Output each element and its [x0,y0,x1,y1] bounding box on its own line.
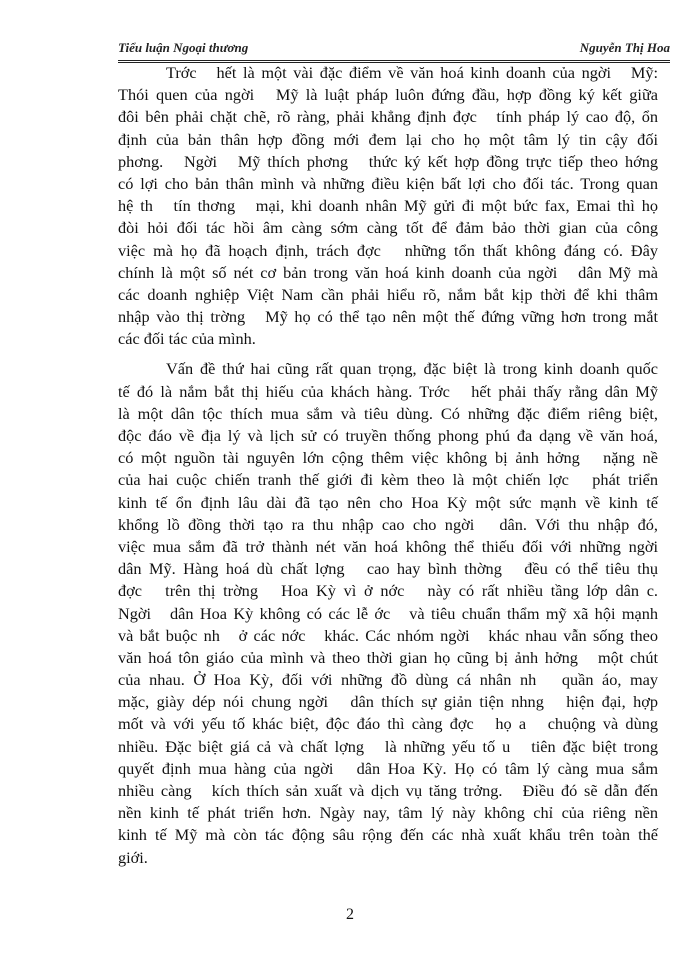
text-line: Trớc hết là một vài đặc điểm về văn hoá kinh doanh của ngời Mỹ: [166,63,658,82]
text-line: phơng. Ngời Mỹ thích phơng thức ký kết hợp đồng trực tiếp theo hớng [118,151,658,171]
text-line: đôi bên phải chặt chẽ, rõ ràng, phải khẳng định đợc tính pháp lý cao độ, ổn [118,107,658,127]
header-author: Nguyễn Thị Hoa [579,40,670,55]
text-line: của hai cuộc chiến tranh thế giới đi kèm theo là một chiến lợc phát triển [118,470,658,490]
text-line: có một nguồn tài nguyên lớn cộng thêm việc không bị ảnh hởng nặng nề [118,448,658,468]
text-line: dân Mỹ. Hàng hoá dù chất lợng cao hay bình thờng đều có thể tiêu thụ [118,559,658,579]
text-line: Vấn đề thứ hai cũng rất quan trọng, đặc biệt là trong kinh doanh quốc [166,359,658,379]
text-line: tế đó là nắm bắt thị hiếu của khách hàng. Trớc hết phải thấy rằng dân Mỹ [118,381,658,401]
text-line: mốt và với yếu tố khác biệt, độc đáo thì càng đợc họ a chuộng và dùng [118,714,658,734]
text-line: hệ th tín thơng mại, khi doanh nhân Mỹ gửi đi một bức fax, Emai thì họ [118,196,658,216]
text-line: quyết định mua hàng của ngời dân Hoa Kỳ. Họ có tâm lý càng mua sắm [118,758,658,778]
text-line: chính là một số nét cơ bản trong văn hoá kinh doanh của ngời dân Mỹ mà [118,262,658,282]
header-title: Tiểu luận Ngoại thương [118,40,249,55]
text-line: mặc, giày dép nói chung ngời dân thích sự giản tiện nhng hiện đại, hợp [118,692,658,712]
text-line: văn hoá tôn giáo của mình và theo thời gian họ cũng bị ảnh hởng một chút [118,647,658,667]
page-header [118,38,670,63]
text-line: nhiều. Đặc biệt giá cả và chất lợng là những yếu tố u tiên đặc biệt trong [118,736,658,756]
text-line: đòi hỏi đối tác hồi âm càng sớm càng tốt để đảm bảo thời gian của công [118,218,658,238]
text-line: có lợi cho bản thân mình và những điều kiện bất lợi cho đối tác. Trong quan [118,173,658,193]
text-line: Thói quen của ngời Mỹ là luật pháp luôn đứng đầu, hợp đồng ký kết giữa [118,85,658,105]
text-line: nhập vào thị trờng Mỹ họ có thể tạo nên một thế đứng vững hơn trong mắt [118,307,658,327]
text-line: khổng lồ đồng thời tạo ra thu nhập cao cho ngời dân. Với thu nhập đó, [118,514,658,534]
text-line: việc mua sắm đã trở thành nét văn hoá không thể thiếu đối với những ngời [118,536,658,556]
text-line: độc đáo về địa lý và lịch sử có truyền thống phong phú đa dạng về văn hoá, [118,426,658,445]
text-line: việc mà họ đã hoạch định, trách đợc những tổn thất không đáng có. Đây [118,240,658,260]
text-line: kinh tế Mỹ mà còn tác động sâu rộng đến các nhà xuất khẩu trên toàn thế [118,825,658,845]
text-line: giới. [118,847,148,867]
paragraph [118,62,658,350]
paragraph [118,358,658,868]
text-line: và bắt buộc nh ở các nớc khác. Các nhóm ngời khác nhau vẫn sống theo [118,625,658,645]
text-line: là một dân tộc thích mua sắm và tiêu dùng. Có những đặc điểm riêng biệt, [118,403,658,423]
document-body [118,62,658,869]
text-line: kinh tế ổn định lâu dài đã tạo nên cho Hoa Kỳ một sức mạnh về kinh tế [118,492,658,512]
page-number: 2 [346,906,354,923]
text-line: của nhau. Ở Hoa Kỳ, đối với những đồ dùng cá nhân nh quần áo, may [118,670,658,690]
text-line: nhiều càng kích thích sản xuất và dịch vụ tăng trởng. Điều đó sẽ dẫn đến [118,781,658,800]
text-line: đợc trên thị trờng Hoa Kỳ vì ở nớc này có rất nhiều tầng lớp dân c. [118,581,658,601]
text-line: các đối tác của mình. [118,329,256,349]
text-line: nền kinh tế phát triển hơn. Ngày nay, tâm lý này không chỉ của riêng nền [118,803,658,823]
text-line: Ngời dân Hoa Kỳ không có các lễ ớc và tiêu chuẩn thẩm mỹ xã hội mạnh [118,603,658,623]
text-line: định của bản thân hợp đồng mới đem lại cho họ một tâm lý tin cậy đối [118,129,658,149]
text-line: các doanh nghiệp Việt Nam cần phải hiểu rõ, nắm bắt kịp thời để khi thâm [118,284,658,304]
